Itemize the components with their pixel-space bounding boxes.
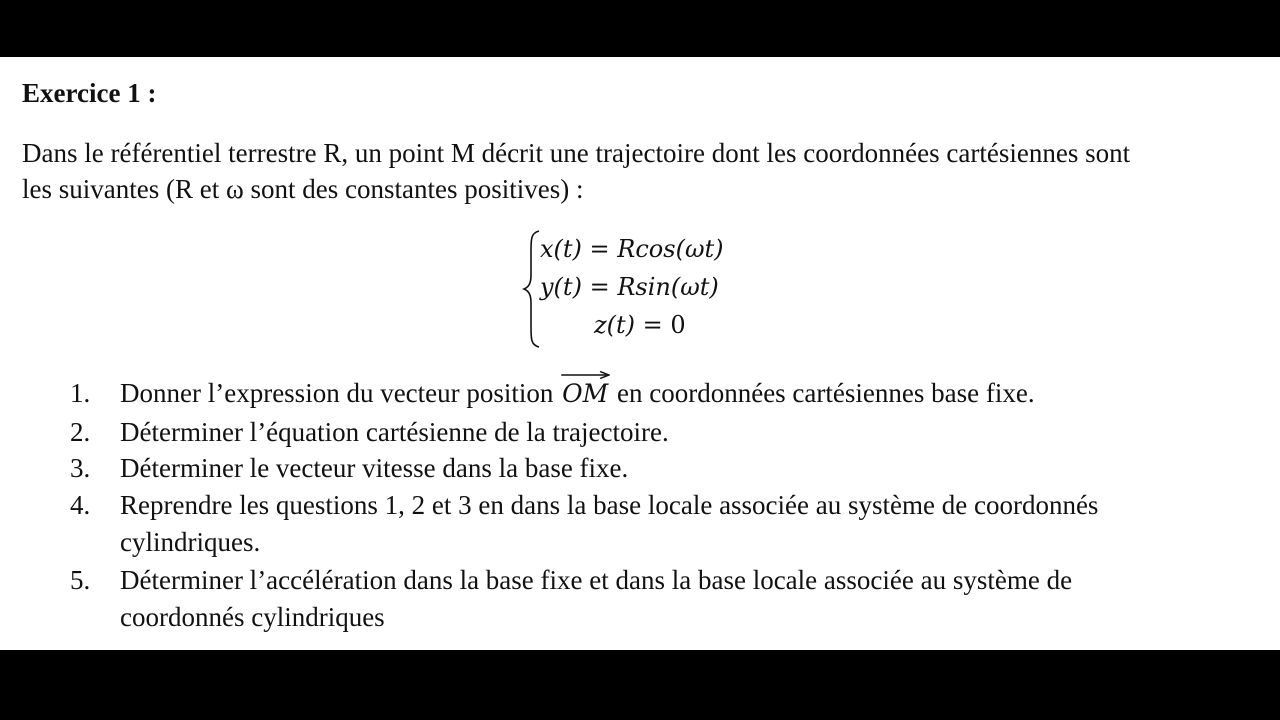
exercise-intro [22, 135, 1270, 207]
equals-sign: = [642, 311, 663, 339]
question-line: Déterminer le vecteur vitesse dans la base fixe. [120, 453, 629, 483]
question-number: 1. [70, 378, 91, 408]
equals-sign: = [589, 235, 610, 263]
question-text [120, 375, 1230, 412]
equation-y-rhs: Rsin(ωt) [617, 273, 719, 301]
question-number: 5. [70, 565, 91, 595]
question-line: Reprendre les questions 1, 2 et 3 en dans la base locale associée au système de coordonnés [120, 490, 1099, 520]
question-number: 2. [70, 417, 91, 447]
question-text [120, 414, 1230, 451]
vector-arrow-icon [560, 370, 610, 380]
question-line [120, 375, 1230, 412]
document-page [0, 57, 1280, 650]
question-line: Déterminer l’accélération dans la base fixe et dans la base locale associée au système de [120, 565, 1073, 595]
equation-y [540, 273, 719, 301]
equation-x [540, 235, 724, 263]
question-line: coordonnés cylindriques [120, 602, 385, 632]
equation-z-lhs: z(t) [594, 311, 636, 339]
equation-x-rhs: Rcos(ωt) [617, 235, 724, 263]
vector-om [560, 375, 610, 412]
question-text [120, 562, 1230, 636]
question-text [120, 487, 1230, 561]
exercise-title: Exercice 1 : [22, 78, 157, 108]
equation-z [594, 311, 686, 339]
question-text [120, 450, 1230, 487]
intro-line-1: Dans le référentiel terrestre R, un point M décrit une trajectoire dont les coordonnées cartésiennes sont [22, 138, 1131, 168]
question-line: Déterminer l’équation cartésienne de la trajectoire. [120, 417, 669, 447]
equation-x-lhs: x(t) [540, 235, 582, 263]
question-number: 4. [70, 490, 91, 520]
question-text-after: en coordonnées cartésiennes base fixe. [617, 378, 1035, 408]
question-line: cylindriques. [120, 527, 261, 557]
equation-z-rhs: 0 [670, 311, 686, 339]
equals-sign: = [589, 273, 610, 301]
intro-line-2: les suivantes (R et ω sont des constantes positives) : [22, 174, 584, 204]
equation-y-lhs: y(t) [540, 273, 582, 301]
equation-system [522, 229, 772, 349]
question-number: 3. [70, 453, 91, 483]
left-brace [522, 229, 542, 349]
question-text-before: Donner l’expression du vecteur position [120, 378, 554, 408]
vector-label: OM [562, 379, 609, 408]
